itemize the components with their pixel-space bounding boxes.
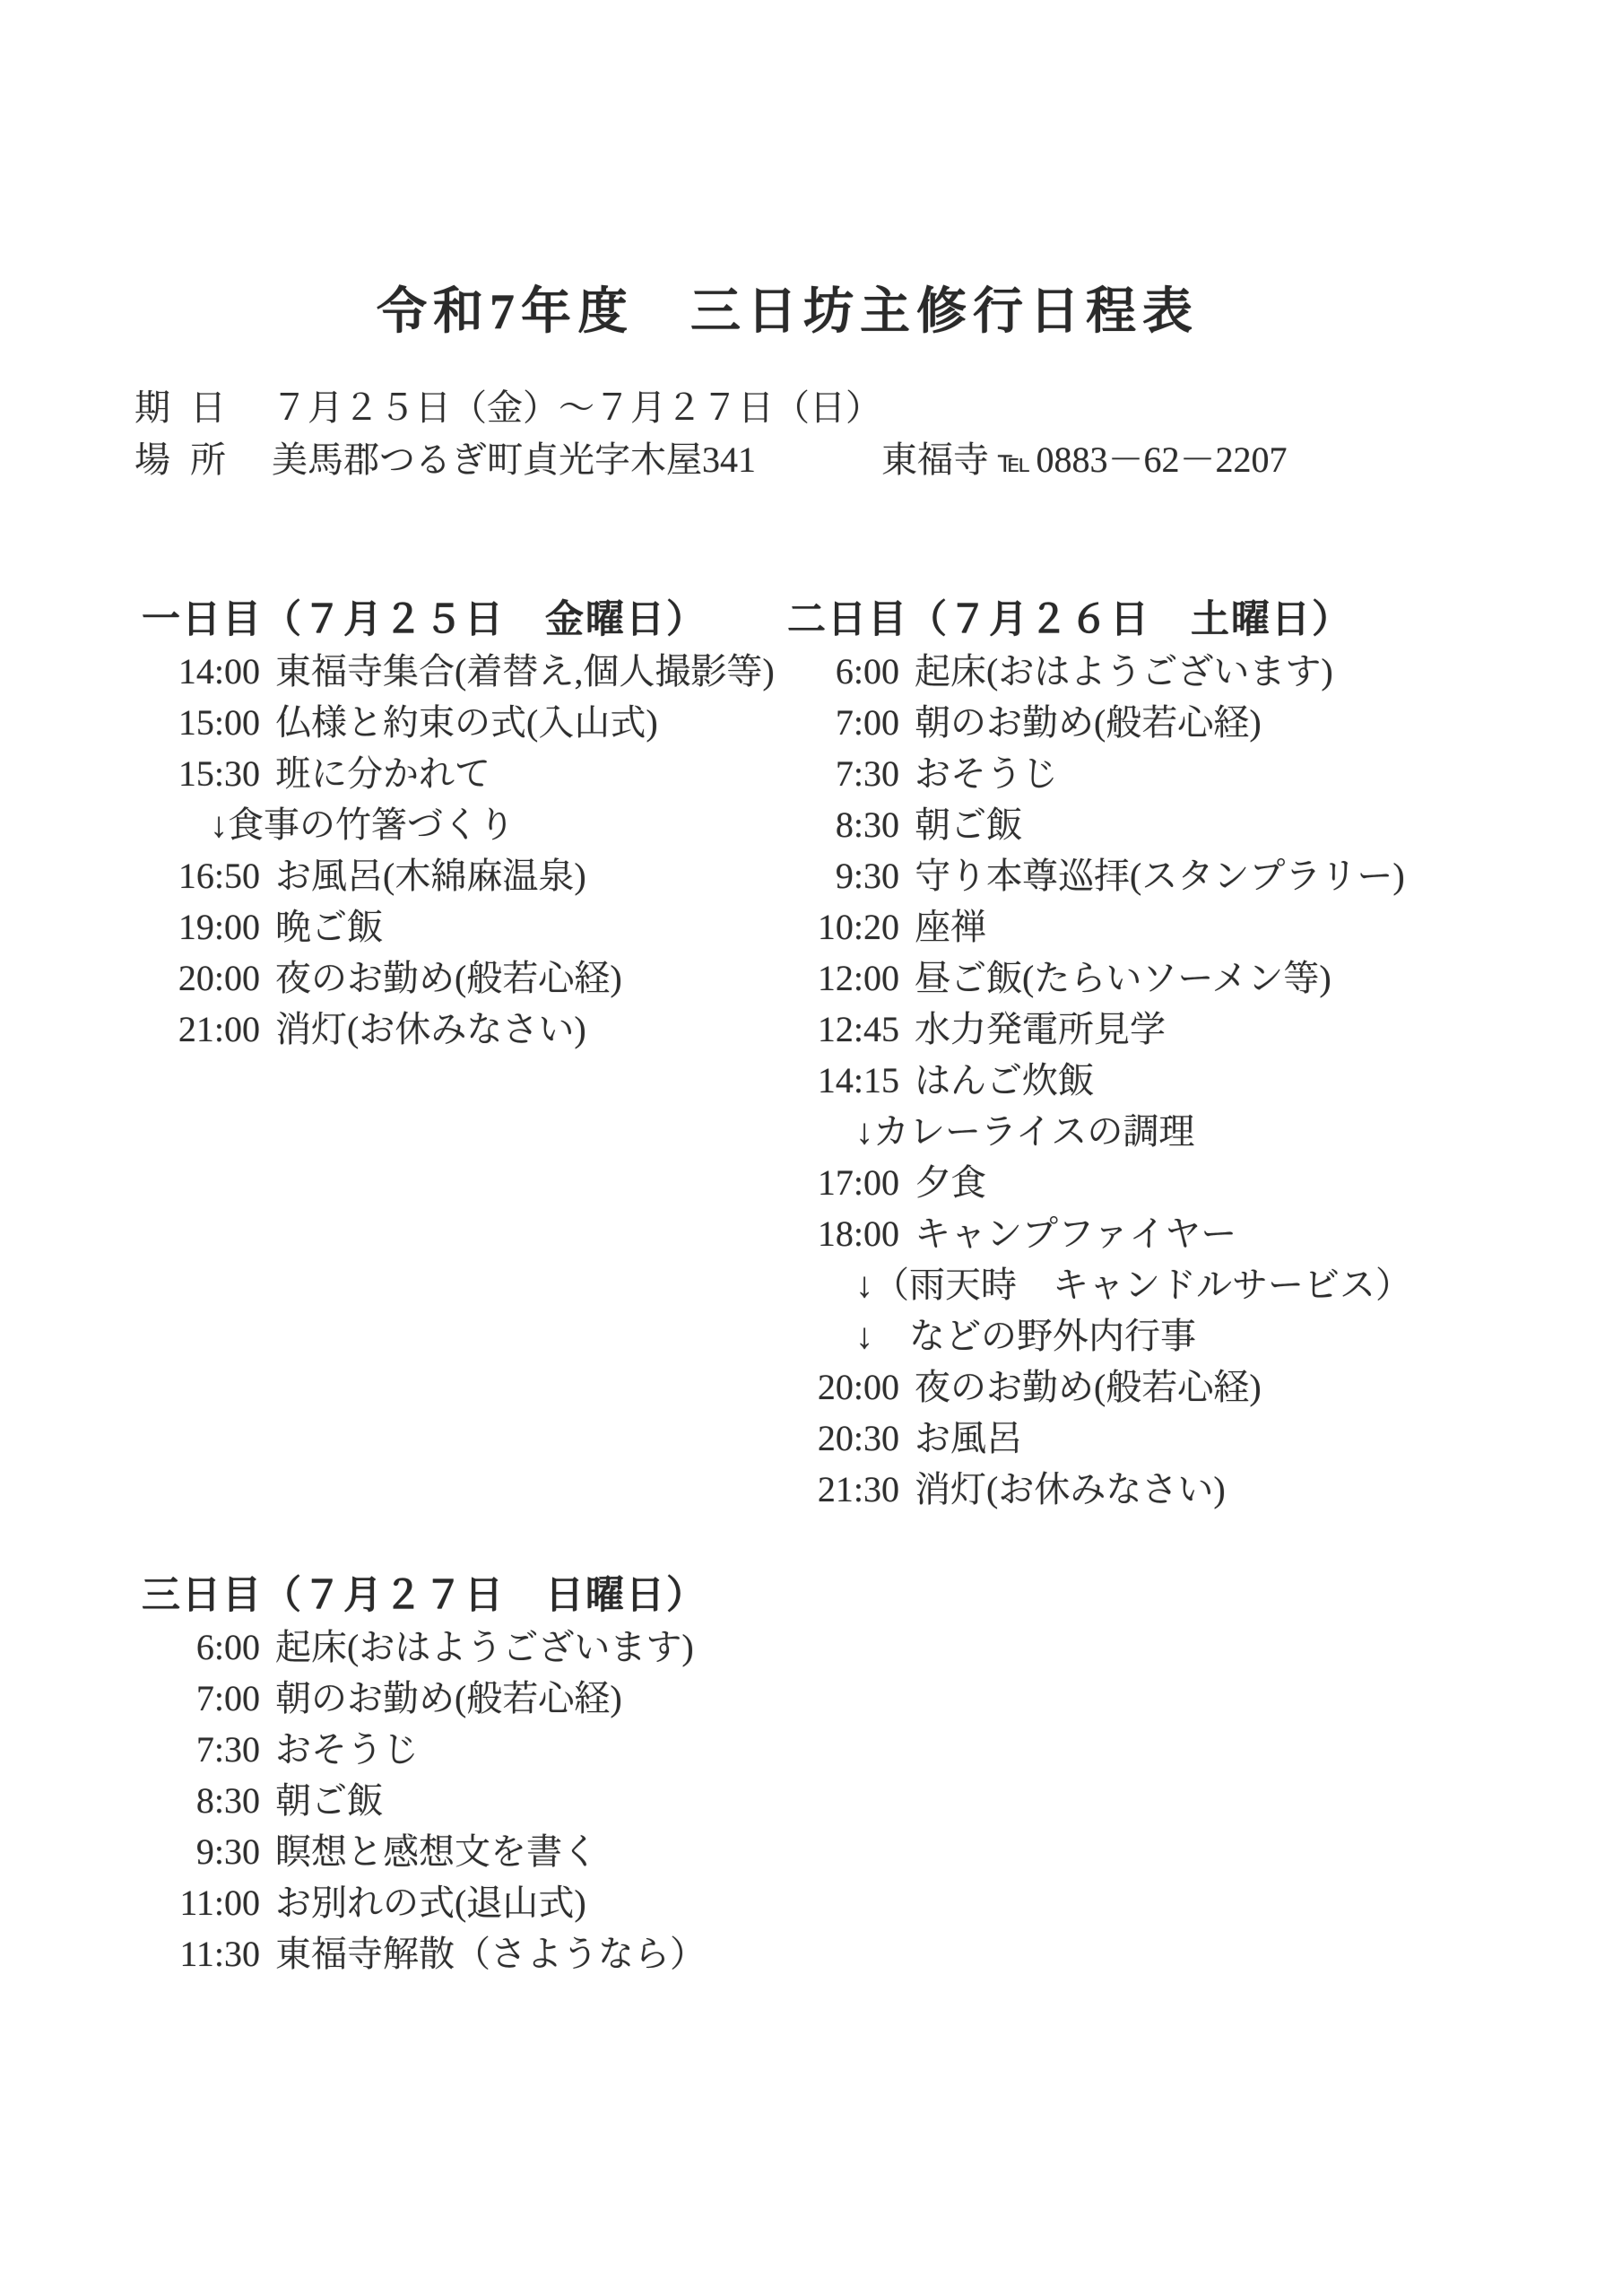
activity-label: お風呂: [915, 1418, 1022, 1458]
activity-label: おそうじ: [915, 753, 1058, 794]
activity-label: 昼ご飯(たらいソーメン等): [915, 958, 1331, 998]
schedule-arrow-row: [787, 1310, 1411, 1361]
schedule-arrow-row: [787, 1106, 1411, 1157]
schedule-row: [787, 1004, 1411, 1055]
activity-label: 夕食: [915, 1162, 986, 1203]
day-3-header: 三日目（７月２７日 日曜日）: [142, 1575, 707, 1617]
schedule-arrow-row: [142, 799, 775, 850]
activity-label: 守り本尊巡拝(スタンプラリー): [915, 856, 1405, 896]
time-label: 14:00: [178, 651, 260, 691]
time-label: 12:45: [817, 1009, 899, 1049]
time-label: 21:30: [817, 1469, 899, 1509]
activity-label: 座禅: [915, 907, 986, 947]
time-label: 15:30: [178, 753, 260, 794]
time-label: 8:30: [835, 804, 899, 845]
schedule-row: [142, 1004, 775, 1055]
time-label: 10:20: [817, 907, 899, 947]
schedule-row: [787, 901, 1411, 952]
activity-label: 班に分かれて: [275, 753, 490, 794]
time-label: 7:00: [195, 1678, 260, 1718]
page-title: 令和7年度 三日坊主修行日程表: [377, 284, 1199, 340]
schedule-row: [142, 1826, 707, 1877]
time-label: 20:00: [178, 958, 260, 998]
time-label: 11:30: [179, 1934, 260, 1974]
schedule-row: [787, 1157, 1411, 1208]
day-2-column: [787, 595, 1411, 1515]
time-label: 7:30: [835, 753, 899, 794]
activity-label: 夜のお勤め(般若心経): [915, 1367, 1262, 1407]
schedule-row: [142, 1877, 707, 1928]
activity-label: 起床(おはようございます): [275, 1627, 694, 1667]
schedule-row: [142, 748, 775, 799]
time-label: 19:00: [178, 907, 260, 947]
time-label: 20:00: [817, 1367, 899, 1407]
time-label: 20:30: [817, 1418, 899, 1458]
schedule-arrow-row: [787, 1259, 1411, 1310]
activity-label: キャンプファイヤー: [915, 1213, 1237, 1254]
schedule-row: [787, 1361, 1411, 1413]
time-label: 7:00: [835, 702, 899, 743]
place-row: [134, 434, 1288, 486]
schedule-row: [787, 952, 1411, 1004]
date-label: 期 日: [134, 387, 231, 428]
activity-label: お別れの式(退山式): [275, 1883, 586, 1923]
schedule-row: [142, 1673, 707, 1724]
activity-label: 消灯(お休みなさい): [915, 1469, 1226, 1509]
down-arrow-icon: ↓: [210, 804, 228, 845]
time-label: 9:30: [195, 1831, 260, 1872]
activity-label: 起床(おはようございます): [915, 651, 1333, 691]
schedule-row: [142, 850, 775, 901]
temple-name: 東福寺: [881, 439, 989, 480]
activity-label: 水力発電所見学: [915, 1009, 1166, 1049]
activity-label: 朝のお勤め(般若心経): [275, 1678, 622, 1718]
schedule-row: [787, 1208, 1411, 1259]
schedule-row: [787, 1464, 1411, 1515]
day-1-header: 一日目（７月２５日 金曜日）: [142, 599, 707, 641]
activity-label: 朝ご飯: [275, 1780, 383, 1821]
day-2-rows: [787, 646, 1411, 1515]
schedule-row: [787, 697, 1411, 748]
time-label: 18:00: [817, 1213, 899, 1254]
place-value: 美馬郡つるぎ町貞光字木屋341: [272, 439, 756, 480]
schedule-row: [787, 799, 1411, 850]
meta-block: [134, 382, 1288, 486]
time-label: 16:50: [178, 856, 260, 896]
activity-label: 仏様と約束の式(入山式): [275, 702, 658, 743]
place-label: 場 所: [134, 439, 231, 480]
time-label: 6:00: [835, 651, 899, 691]
schedule-row: [787, 646, 1411, 697]
date-row: [134, 382, 881, 434]
activity-label: 夜のお勤め(般若心経): [275, 958, 622, 998]
down-arrow-icon: ↓: [855, 1111, 873, 1152]
activity-label: カレーライスの調理: [873, 1111, 1195, 1152]
schedule-row: [142, 1622, 707, 1673]
activity-label: 朝のお勤め(般若心経): [915, 702, 1262, 743]
time-label: 21:00: [178, 1009, 260, 1049]
schedule-row: [787, 1413, 1411, 1464]
time-label: 8:30: [195, 1780, 260, 1821]
activity-label: 食事の竹箸づくり: [228, 804, 515, 845]
down-arrow-icon: ↓: [855, 1316, 873, 1356]
schedule-row: [787, 1055, 1411, 1106]
activity-label: （雨天時 キャンドルサービス）: [873, 1265, 1411, 1305]
activity-label: お風呂(木綿麻温泉): [275, 856, 586, 896]
time-label: 7:30: [195, 1729, 260, 1770]
time-label: 9:30: [835, 856, 899, 896]
time-label: 15:00: [178, 702, 260, 743]
activity-label: はんご炊飯: [915, 1060, 1094, 1100]
time-label: 12:00: [817, 958, 899, 998]
day-1-rows: [142, 646, 775, 1055]
schedule-row: [142, 952, 775, 1004]
time-label: 17:00: [817, 1162, 899, 1203]
activity-label: などの野外内行事: [873, 1316, 1196, 1356]
schedule-row: [142, 1928, 707, 1979]
activity-label: おそうじ: [275, 1729, 419, 1770]
schedule-row: [142, 1775, 707, 1826]
day-2-header: 二日目（７月２６日 土曜日）: [787, 599, 1352, 641]
activity-label: 東福寺集合(着替え,個人撮影等): [275, 651, 775, 691]
schedule-row: [142, 1724, 707, 1775]
time-label: 14:15: [817, 1060, 899, 1100]
schedule-row: [142, 901, 775, 952]
day-3-column: [142, 1570, 707, 1979]
tel-number: 0883－62－2207: [1036, 439, 1288, 480]
activity-label: 晩ご飯: [275, 907, 383, 947]
schedule-row: [142, 646, 775, 697]
day-1-column: [142, 595, 775, 1055]
schedule-row: [787, 850, 1411, 901]
schedule-row: [787, 748, 1411, 799]
temple-contact: [881, 434, 1288, 489]
activity-label: 瞑想と感想文を書く: [275, 1831, 598, 1872]
down-arrow-icon: ↓: [855, 1265, 873, 1305]
day-3-rows: [142, 1622, 707, 1979]
tel-symbol: ℡: [998, 446, 1031, 479]
activity-label: 朝ご飯: [915, 804, 1022, 845]
date-value: ７月２５日（金）～７月２７日（日）: [272, 387, 881, 428]
time-label: 11:00: [179, 1883, 260, 1923]
activity-label: 消灯(お休みなさい): [275, 1009, 586, 1049]
activity-label: 東福寺解散（さようなら）: [275, 1934, 706, 1974]
time-label: 6:00: [195, 1627, 260, 1667]
schedule-row: [142, 697, 775, 748]
